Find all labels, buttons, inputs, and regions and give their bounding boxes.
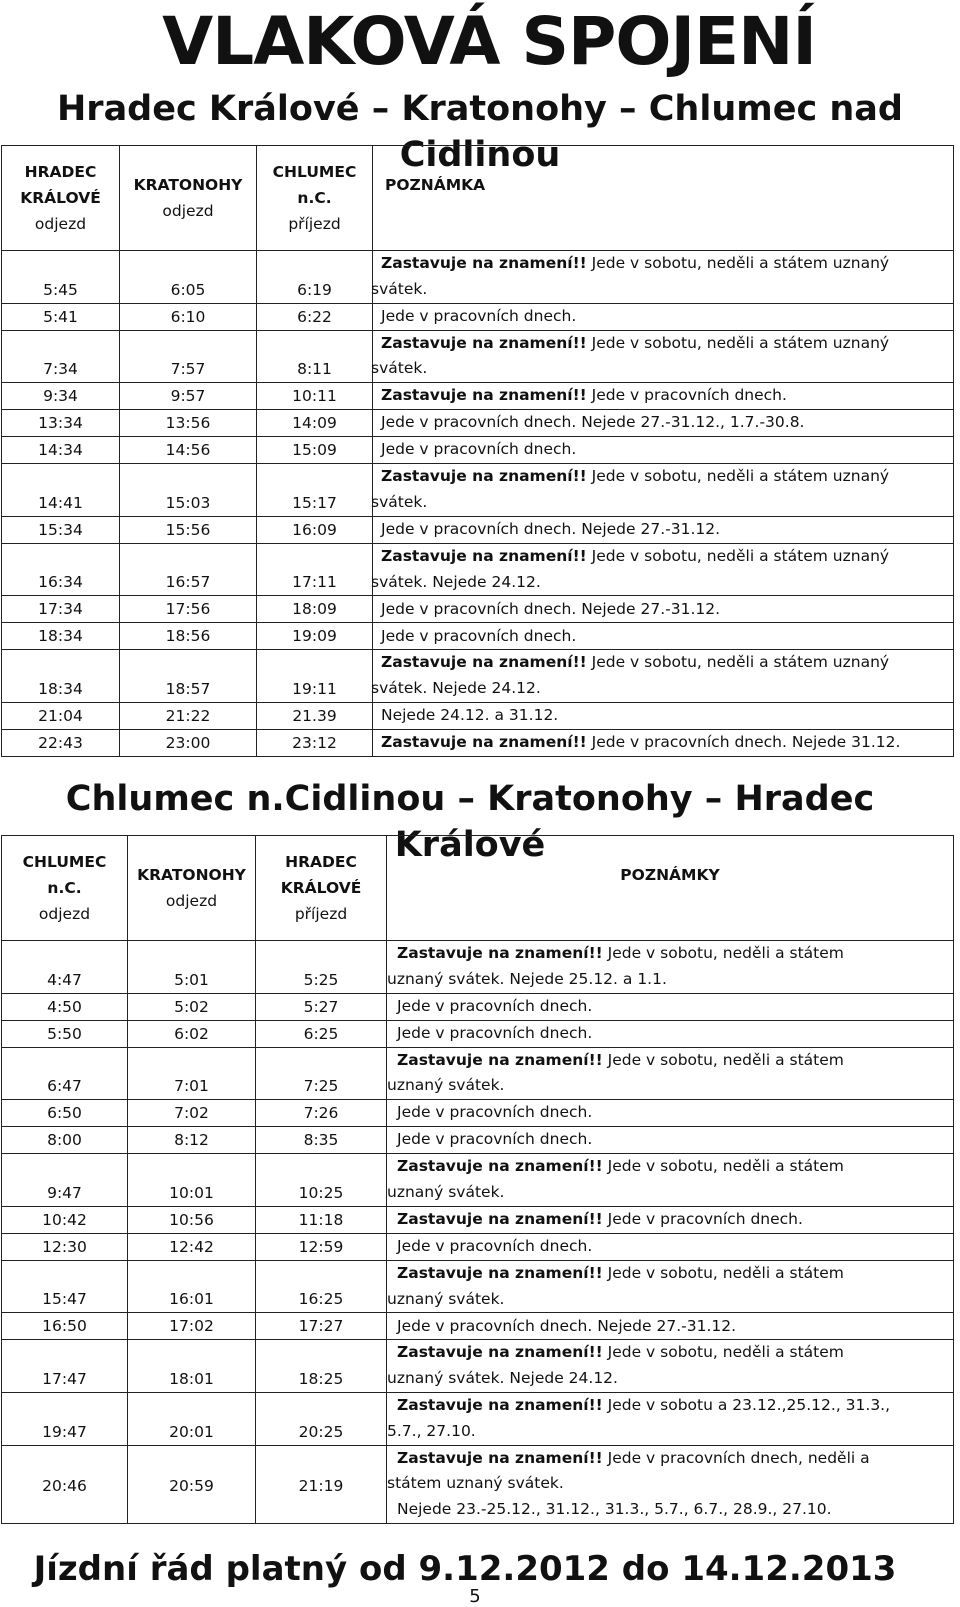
table-row: [2, 1047, 954, 1100]
note-text-continued: uznaný svátek. Nejede 24.12.: [387, 1369, 618, 1388]
note-text-continued: státem uznaný svátek.: [387, 1474, 564, 1493]
note-cell: [387, 1127, 954, 1154]
time-cell-2: 8:12: [128, 1127, 256, 1154]
time-cell-3: 5:27: [256, 993, 387, 1020]
note-text-continued: svátek.: [371, 279, 428, 298]
note-cell: [387, 1340, 954, 1393]
table-row: [2, 251, 954, 304]
table-row: [2, 1340, 954, 1393]
time-cell-3: 7:26: [256, 1100, 387, 1127]
note-cell: [373, 623, 954, 650]
time-cell-1: 5:45: [2, 251, 120, 304]
time-cell-1: 16:50: [2, 1313, 128, 1340]
time-cell-3: 6:25: [256, 1020, 387, 1047]
time-cell-3: 8:35: [256, 1127, 387, 1154]
note-text: Jede v sobotu, neděli a státem: [602, 1263, 844, 1282]
time-cell-3: 16:25: [256, 1260, 387, 1313]
note-text: Jede v pracovních dnech, neděli a: [602, 1448, 870, 1467]
time-cell-2: 10:01: [128, 1154, 256, 1207]
col-header-poznamky: POZNÁMKY: [387, 836, 954, 941]
time-cell-2: 15:56: [120, 516, 257, 543]
table-row: [2, 437, 954, 464]
note-text: Nejede 24.12. a 31.12.: [381, 706, 559, 725]
time-cell-2: 10:56: [128, 1206, 256, 1233]
time-cell-3: 5:25: [256, 941, 387, 994]
note-cell: [387, 1392, 954, 1445]
note-text: Jede v sobotu, neděli a státem uznaný: [586, 467, 890, 486]
note-cell: [387, 993, 954, 1020]
note-text-continued: svátek. Nejede 24.12.: [371, 572, 541, 591]
time-cell-2: 12:42: [128, 1233, 256, 1260]
table-row: [2, 410, 954, 437]
note-text: Jede v pracovních dnech. Nejede 31.12.: [586, 733, 901, 752]
table-row: [2, 1313, 954, 1340]
time-cell-1: 19:47: [2, 1392, 128, 1445]
table-row: [2, 1392, 954, 1445]
table-row: [2, 650, 954, 703]
note-cell: [387, 941, 954, 994]
time-cell-1: 13:34: [2, 410, 120, 437]
time-cell-1: 9:34: [2, 383, 120, 410]
time-cell-1: 4:47: [2, 941, 128, 994]
note-cell: [387, 1233, 954, 1260]
request-stop-label: Zastavuje na znamení!!: [397, 944, 603, 962]
time-cell-2: 17:02: [128, 1313, 256, 1340]
note-text: Jede v pracovních dnech. Nejede 27.-31.12., 1.7.-30.8.: [381, 413, 805, 432]
note-cell: [387, 1313, 954, 1340]
note-text-continued: uznaný svátek. Nejede 25.12. a 1.1.: [387, 969, 667, 988]
note-text-exceptions: Nejede 23.-25.12., 31.12., 31.3., 5.7., 6.7., 28.9., 27.10.: [397, 1500, 832, 1519]
request-stop-label: Zastavuje na znamení!!: [381, 733, 587, 752]
note-text: Jede v sobotu, neděli a státem: [602, 1050, 844, 1069]
col-header-chlumec: CHLUMEC n.C. odjezd: [2, 836, 128, 941]
table-row: [2, 516, 954, 543]
note-text: Jede v sobotu, neděli a státem: [602, 1157, 844, 1176]
note-cell: [387, 1047, 954, 1100]
table-row: [2, 1100, 954, 1127]
route-title-outbound: Hradec Králové – Kratonohy – Chlumec nad Cidlinou: [57, 89, 903, 175]
col-header-kratonohy: KRATONOHY odjezd: [128, 836, 256, 941]
time-cell-2: 6:02: [128, 1020, 256, 1047]
time-cell-3: 23:12: [257, 729, 373, 756]
page-number: 5: [469, 1586, 481, 1607]
time-cell-3: 8:11: [257, 330, 373, 383]
table-row: [2, 543, 954, 596]
time-cell-3: 10:11: [257, 383, 373, 410]
note-cell: [387, 1100, 954, 1127]
note-text: Jede v pracovních dnech.: [397, 1236, 593, 1255]
time-cell-1: 6:50: [2, 1100, 128, 1127]
time-cell-1: 15:34: [2, 516, 120, 543]
time-cell-2: 16:01: [128, 1260, 256, 1313]
table-row: [2, 303, 954, 330]
note-text: Jede v sobotu, neděli a státem uznaný: [586, 333, 890, 352]
time-cell-1: 17:34: [2, 596, 120, 623]
note-text: Jede v pracovních dnech. Nejede 27.-31.12.: [381, 599, 721, 618]
note-text: Jede v pracovních dnech.: [397, 996, 593, 1015]
time-cell-2: 18:56: [120, 623, 257, 650]
time-cell-1: 14:41: [2, 464, 120, 517]
note-cell: [373, 410, 954, 437]
time-cell-1: 5:41: [2, 303, 120, 330]
time-cell-1: 5:50: [2, 1020, 128, 1047]
time-cell-3: 17:11: [257, 543, 373, 596]
time-cell-3: 21:19: [256, 1445, 387, 1523]
time-cell-1: 14:34: [2, 437, 120, 464]
note-text-continued: svátek. Nejede 24.12.: [371, 679, 541, 698]
table-header-row: [2, 836, 954, 941]
note-cell: [387, 1445, 954, 1523]
note-text: Jede v sobotu, neděli a státem uznaný: [586, 546, 890, 565]
note-cell: [373, 383, 954, 410]
time-cell-2: 20:59: [128, 1445, 256, 1523]
route-title-return: Chlumec n.Cidlinou – Kratonohy – Hradec Králové: [65, 779, 875, 865]
note-cell: [373, 437, 954, 464]
request-stop-label: Zastavuje na znamení!!: [381, 546, 587, 565]
note-text-continued: svátek.: [371, 359, 428, 378]
timetable-return: [1, 835, 954, 1524]
note-cell: [373, 516, 954, 543]
request-stop-label: Zastavuje na znamení!!: [397, 1448, 603, 1467]
page-title: VLAKOVÁ SPOJENÍ: [162, 3, 816, 80]
time-cell-1: 4:50: [2, 993, 128, 1020]
time-cell-3: 16:09: [257, 516, 373, 543]
note-text: Jede v pracovních dnech. Nejede 27.-31.12.: [381, 519, 721, 538]
time-cell-3: 18:25: [256, 1340, 387, 1393]
note-cell: [373, 303, 954, 330]
time-cell-3: 11:18: [256, 1206, 387, 1233]
time-cell-2: 14:56: [120, 437, 257, 464]
table-row: [2, 993, 954, 1020]
table-row: [2, 1260, 954, 1313]
time-cell-1: 10:42: [2, 1206, 128, 1233]
table-row: [2, 941, 954, 994]
time-cell-1: 20:46: [2, 1445, 128, 1523]
request-stop-label: Zastavuje na znamení!!: [381, 467, 587, 486]
col-header-poznamka: POZNÁMKA: [373, 146, 954, 251]
note-cell: [373, 729, 954, 756]
time-cell-3: 6:19: [257, 251, 373, 304]
time-cell-2: 6:05: [120, 251, 257, 304]
time-cell-2: 23:00: [120, 729, 257, 756]
table-row: [2, 1020, 954, 1047]
table-row: [2, 1127, 954, 1154]
table-header-row: [2, 146, 954, 251]
request-stop-label: Zastavuje na znamení!!: [381, 254, 587, 272]
table-row: [2, 1206, 954, 1233]
table-row: [2, 623, 954, 650]
note-cell: [387, 1206, 954, 1233]
note-cell: [373, 251, 954, 304]
time-cell-3: 20:25: [256, 1392, 387, 1445]
time-cell-3: 17:27: [256, 1313, 387, 1340]
col-header-kratonohy: KRATONOHY odjezd: [120, 146, 257, 251]
time-cell-1: 17:47: [2, 1340, 128, 1393]
note-text: Jede v pracovních dnech.: [397, 1130, 593, 1149]
note-text: Jede v pracovních dnech.: [586, 386, 787, 405]
time-cell-2: 17:56: [120, 596, 257, 623]
time-cell-2: 15:03: [120, 464, 257, 517]
note-cell: [373, 330, 954, 383]
time-cell-3: 19:09: [257, 623, 373, 650]
request-stop-label: Zastavuje na znamení!!: [397, 1263, 603, 1282]
note-cell: [387, 1154, 954, 1207]
request-stop-label: Zastavuje na znamení!!: [397, 1343, 603, 1362]
note-text-continued: 5.7., 27.10.: [387, 1421, 476, 1440]
col-header-chlumec: CHLUMEC n.C. příjezd: [257, 146, 373, 251]
time-cell-2: 18:01: [128, 1340, 256, 1393]
request-stop-label: Zastavuje na znamení!!: [381, 386, 587, 405]
note-text: Jede v sobotu, neděli a státem: [602, 1343, 844, 1362]
col-header-hradec: HRADEC KRÁLOVÉ příjezd: [256, 836, 387, 941]
time-cell-3: 18:09: [257, 596, 373, 623]
time-cell-2: 9:57: [120, 383, 257, 410]
table-row: [2, 1154, 954, 1207]
table-row: [2, 1233, 954, 1260]
note-text: Jede v sobotu, neděli a státem uznaný: [586, 653, 890, 672]
time-cell-1: 6:47: [2, 1047, 128, 1100]
validity-footer: Jízdní řád platný od 9.12.2012 do 14.12.2013: [33, 1549, 897, 1589]
time-cell-2: 16:57: [120, 543, 257, 596]
note-cell: [373, 596, 954, 623]
note-text: Jede v pracovních dnech. Nejede 27.-31.12.: [397, 1316, 737, 1335]
time-cell-2: 5:02: [128, 993, 256, 1020]
note-cell: [373, 650, 954, 703]
time-cell-1: 18:34: [2, 623, 120, 650]
time-cell-2: 20:01: [128, 1392, 256, 1445]
note-cell: [387, 1020, 954, 1047]
note-text: Jede v pracovních dnech.: [381, 306, 577, 325]
time-cell-1: 16:34: [2, 543, 120, 596]
time-cell-2: 18:57: [120, 650, 257, 703]
note-text: Jede v sobotu a 23.12.,25.12., 31.3.,: [602, 1395, 891, 1414]
request-stop-label: Zastavuje na znamení!!: [397, 1157, 603, 1176]
timetable-outbound: [1, 145, 954, 757]
time-cell-2: 21:22: [120, 702, 257, 729]
note-cell: [373, 543, 954, 596]
table-row: [2, 464, 954, 517]
time-cell-3: 10:25: [256, 1154, 387, 1207]
request-stop-label: Zastavuje na znamení!!: [397, 1050, 603, 1069]
time-cell-3: 21.39: [257, 702, 373, 729]
request-stop-label: Zastavuje na znamení!!: [381, 333, 587, 352]
time-cell-1: 8:00: [2, 1127, 128, 1154]
note-text: Jede v pracovních dnech.: [602, 1209, 803, 1228]
table-row: [2, 383, 954, 410]
time-cell-1: 7:34: [2, 330, 120, 383]
time-cell-1: 22:43: [2, 729, 120, 756]
table-row: [2, 330, 954, 383]
time-cell-2: 7:57: [120, 330, 257, 383]
request-stop-label: Zastavuje na znamení!!: [397, 1209, 603, 1228]
time-cell-3: 6:22: [257, 303, 373, 330]
note-text: Jede v pracovních dnech.: [381, 626, 577, 645]
time-cell-1: 15:47: [2, 1260, 128, 1313]
note-text: Jede v sobotu, neděli a státem uznaný: [586, 254, 890, 272]
note-text: Jede v pracovních dnech.: [397, 1103, 593, 1122]
time-cell-3: 19:11: [257, 650, 373, 703]
time-cell-3: 14:09: [257, 410, 373, 437]
note-text: Jede v pracovních dnech.: [397, 1023, 593, 1042]
table-row: [2, 702, 954, 729]
note-cell: [373, 464, 954, 517]
time-cell-3: 15:17: [257, 464, 373, 517]
time-cell-2: 13:56: [120, 410, 257, 437]
note-text-continued: svátek.: [371, 492, 428, 511]
request-stop-label: Zastavuje na znamení!!: [381, 653, 587, 672]
note-text: Jede v sobotu, neděli a státem: [602, 944, 844, 962]
table-row: [2, 729, 954, 756]
note-cell: [387, 1260, 954, 1313]
time-cell-3: 7:25: [256, 1047, 387, 1100]
time-cell-1: 21:04: [2, 702, 120, 729]
request-stop-label: Zastavuje na znamení!!: [397, 1395, 603, 1414]
col-header-hradec: HRADEC KRÁLOVÉ odjezd: [2, 146, 120, 251]
time-cell-1: 12:30: [2, 1233, 128, 1260]
note-text-continued: uznaný svátek.: [387, 1289, 505, 1308]
time-cell-3: 12:59: [256, 1233, 387, 1260]
note-cell: [373, 702, 954, 729]
time-cell-2: 7:01: [128, 1047, 256, 1100]
note-text-continued: uznaný svátek.: [387, 1182, 505, 1201]
time-cell-2: 7:02: [128, 1100, 256, 1127]
table-row: [2, 596, 954, 623]
time-cell-2: 6:10: [120, 303, 257, 330]
time-cell-3: 15:09: [257, 437, 373, 464]
time-cell-1: 9:47: [2, 1154, 128, 1207]
note-text-continued: uznaný svátek.: [387, 1076, 505, 1095]
time-cell-1: 18:34: [2, 650, 120, 703]
table-row: [2, 1445, 954, 1523]
time-cell-2: 5:01: [128, 941, 256, 994]
note-text: Jede v pracovních dnech.: [381, 440, 577, 459]
